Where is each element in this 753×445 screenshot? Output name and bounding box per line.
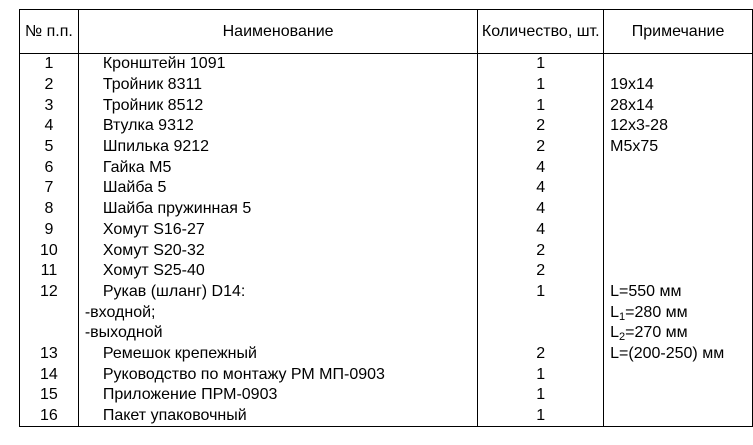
row-note xyxy=(604,220,753,241)
row-num: 5 xyxy=(20,137,79,158)
row-name: Рукав (шланг) D14: xyxy=(78,282,477,303)
row-qty: 1 xyxy=(478,54,604,75)
row-num xyxy=(20,302,79,323)
row-name: Гайка M5 xyxy=(78,157,477,178)
row-num: 7 xyxy=(20,178,79,199)
row-name: Кронштейн 1091 xyxy=(78,54,477,75)
row-name: Хомут S16-27 xyxy=(78,220,477,241)
specification-table xyxy=(19,9,753,427)
note-rest: =270 мм xyxy=(625,324,688,342)
row-note xyxy=(604,157,753,178)
table-row xyxy=(20,406,753,427)
row-name: Шайба 5 xyxy=(78,178,477,199)
table-body xyxy=(20,54,753,427)
row-qty: 1 xyxy=(478,385,604,406)
table-row xyxy=(20,240,753,261)
row-qty: 4 xyxy=(478,199,604,220)
header-num: № п.п. xyxy=(20,10,79,54)
row-qty: 2 xyxy=(478,261,604,282)
note-rest: =280 мм xyxy=(625,303,688,321)
row-name: Руководство по монтажу РМ МП-0903 xyxy=(78,364,477,385)
row-num: 2 xyxy=(20,75,79,96)
row-note xyxy=(604,54,753,75)
row-qty: 1 xyxy=(478,95,604,116)
row-num: 16 xyxy=(20,406,79,427)
row-note: 19x14 xyxy=(604,75,753,96)
row-num: 4 xyxy=(20,116,79,137)
row-name: Пакет упаковочный xyxy=(78,406,477,427)
row-qty: 1 xyxy=(478,75,604,96)
table-row xyxy=(20,116,753,137)
table-row xyxy=(20,178,753,199)
row-note xyxy=(604,302,753,323)
table-row xyxy=(20,95,753,116)
row-num: 12 xyxy=(20,282,79,303)
note-main: L xyxy=(610,303,620,321)
header-name: Наименование xyxy=(78,10,477,54)
row-qty: 2 xyxy=(478,116,604,137)
table-row xyxy=(20,385,753,406)
row-num: 3 xyxy=(20,95,79,116)
row-note xyxy=(604,178,753,199)
row-note: L=(200-250) мм xyxy=(604,344,753,365)
row-qty: 1 xyxy=(478,406,604,427)
row-note xyxy=(604,240,753,261)
row-note xyxy=(604,261,753,282)
table-row xyxy=(20,282,753,303)
row-qty: 4 xyxy=(478,157,604,178)
row-note: 28x14 xyxy=(604,95,753,116)
table-row xyxy=(20,157,753,178)
row-qty: 2 xyxy=(478,240,604,261)
row-qty: 1 xyxy=(478,364,604,385)
table-header xyxy=(20,10,753,54)
row-qty xyxy=(478,302,604,323)
row-qty: 4 xyxy=(478,220,604,241)
row-qty: 1 xyxy=(478,282,604,303)
table-row xyxy=(20,323,753,344)
row-num xyxy=(20,323,79,344)
row-name: Ремешок крепежный xyxy=(78,344,477,365)
table-row xyxy=(20,344,753,365)
row-name: -входной; xyxy=(78,302,477,323)
row-name: Хомут S25-40 xyxy=(78,261,477,282)
row-name: Шайба пружинная 5 xyxy=(78,199,477,220)
row-name: Шпилька 9212 xyxy=(78,137,477,158)
row-num: 14 xyxy=(20,364,79,385)
header-qty: Количество, шт. xyxy=(478,10,604,54)
row-name: Втулка 9312 xyxy=(78,116,477,137)
header-note: Примечание xyxy=(604,10,753,54)
table-row xyxy=(20,302,753,323)
row-num: 11 xyxy=(20,261,79,282)
row-note xyxy=(604,199,753,220)
row-num: 13 xyxy=(20,344,79,365)
row-qty: 4 xyxy=(478,178,604,199)
row-name: Приложение ПРМ-0903 xyxy=(78,385,477,406)
note-main: L xyxy=(610,324,620,342)
row-num: 15 xyxy=(20,385,79,406)
row-note xyxy=(604,323,753,344)
row-num: 10 xyxy=(20,240,79,261)
row-name: Хомут S20-32 xyxy=(78,240,477,261)
table-row xyxy=(20,137,753,158)
note-subscript: 1 xyxy=(619,310,626,323)
note-subscript: 2 xyxy=(619,331,626,344)
header-row xyxy=(20,10,753,54)
row-note: L=550 мм xyxy=(604,282,753,303)
table-row xyxy=(20,364,753,385)
row-qty: 2 xyxy=(478,344,604,365)
row-qty: 2 xyxy=(478,137,604,158)
row-num: 9 xyxy=(20,220,79,241)
table-row xyxy=(20,261,753,282)
table-row xyxy=(20,199,753,220)
row-qty xyxy=(478,323,604,344)
row-note xyxy=(604,406,753,427)
row-note: M5x75 xyxy=(604,137,753,158)
table-row xyxy=(20,54,753,75)
row-num: 1 xyxy=(20,54,79,75)
row-note xyxy=(604,364,753,385)
row-name: Тройник 8311 xyxy=(78,75,477,96)
table-row xyxy=(20,75,753,96)
row-name: Тройник 8512 xyxy=(78,95,477,116)
row-num: 6 xyxy=(20,157,79,178)
row-note xyxy=(604,385,753,406)
table-row xyxy=(20,220,753,241)
row-note: 12x3-28 xyxy=(604,116,753,137)
row-num: 8 xyxy=(20,199,79,220)
row-name: -выходной xyxy=(78,323,477,344)
